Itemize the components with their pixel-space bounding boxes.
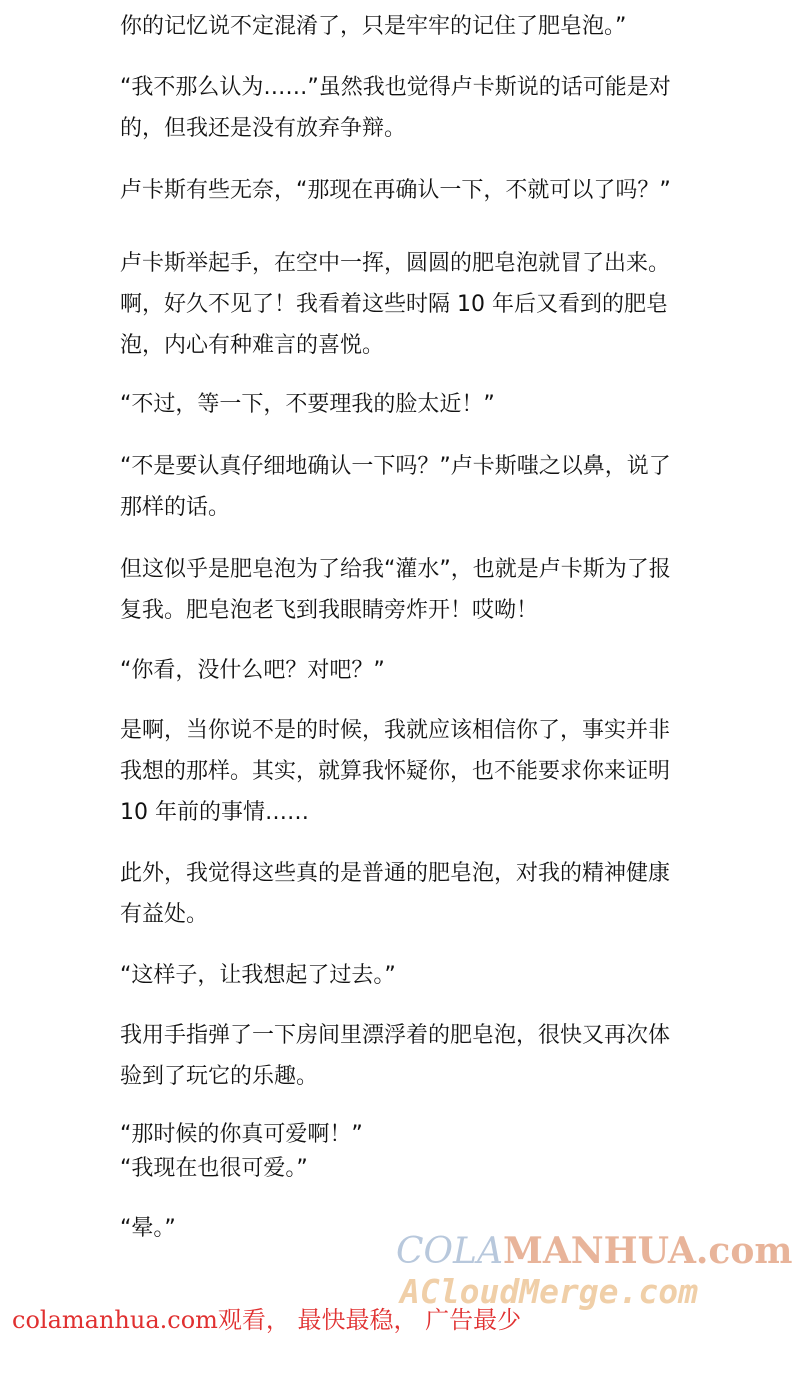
paragraph-9: 是啊，当你说不是的时候，我就应该相信你了，事实并非我想的那样。其实，就算我怀疑你，也不能要求你来证明 10 年前的事情…… [120,718,671,825]
paragraph-8: “你看，没什么吧？对吧？” [120,658,385,683]
watermark-cola: COLA [396,1231,503,1272]
watermark-line-2: ACloudMerge.com [400,1272,699,1311]
paragraph-13: “那时候的你真可爱啊！” [120,1122,363,1147]
watermark-manhua: MANHUA.com [502,1230,793,1272]
paragraph-14: “我现在也很可爱。” [120,1156,308,1181]
paragraph-15: “晕。” [120,1216,176,1241]
paragraph-2: “我不那么认为……”虽然我也觉得卢卡斯说的话可能是对的，但我还是没有放弃争辩。 [120,75,671,141]
paragraph-7: 但这似乎是肥皂泡为了给我“灌水”，也就是卢卡斯为了报复我。肥皂泡老飞到我眼睛旁炸开！哎呦！ [120,557,671,623]
paragraph-10: 此外，我觉得这些真的是普通的肥皂泡，对我的精神健康有益处。 [120,861,671,927]
paragraph-3: 卢卡斯有些无奈，“那现在再确认一下，不就可以了吗？” [120,178,671,203]
footer-site-note: colamanhua.com观看， 最快最稳， 广告最少 [12,1306,522,1334]
paragraph-11: “这样子，让我想起了过去。” [120,963,396,988]
paragraph-5: “不过，等一下，不要理我的脸太近！” [120,392,495,417]
paragraph-1: 你的记忆说不定混淆了，只是牢牢的记住了肥皂泡。” [120,14,627,39]
paragraph-6: “不是要认真仔细地确认一下吗？”卢卡斯嗤之以鼻，说了那样的话。 [120,454,671,520]
paragraph-4: 卢卡斯举起手，在空中一挥，圆圆的肥皂泡就冒了出来。啊，好久不见了！我看着这些时隔 10 年后又看到的肥皂泡，内心有种难言的喜悦。 [120,251,671,358]
paragraph-12: 我用手指弹了一下房间里漂浮着的肥皂泡，很快又再次体验到了玩它的乐趣。 [120,1023,671,1089]
